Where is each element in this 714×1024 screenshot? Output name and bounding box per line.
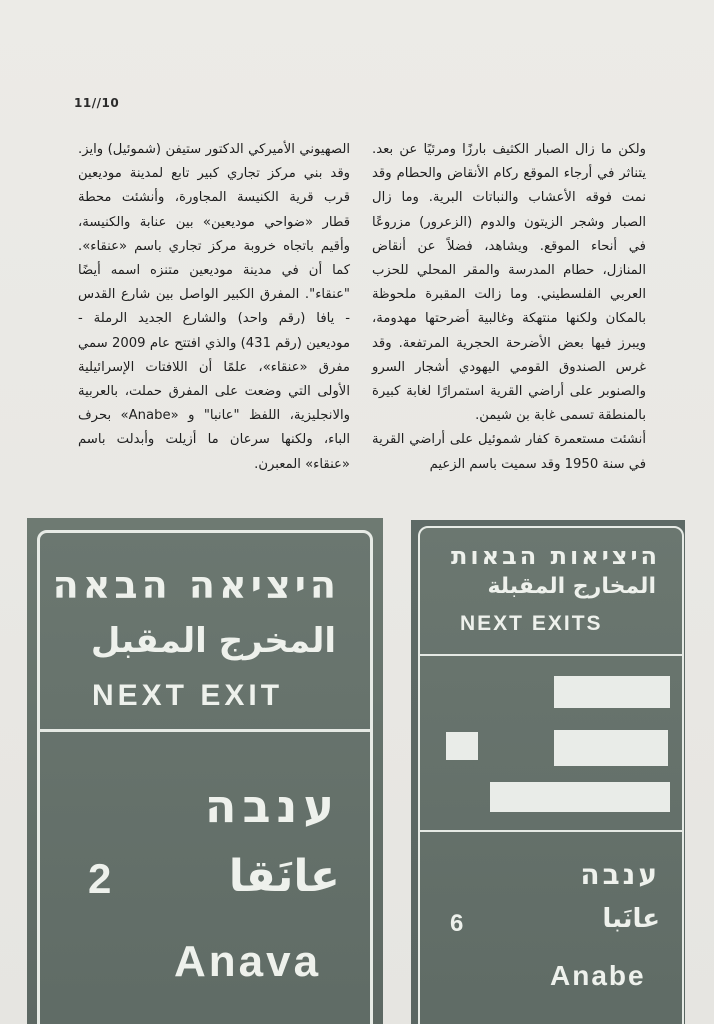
- text-column-left: [78, 138, 350, 477]
- paragraph-1: ولكن ما زال الصبار الكثيف بارزًا ومرئيًا عن بعد. يتناثر في أرجاء الموقع ركام الأنقاض والحطام وقد نمت فوقه الأعشاب والنباتات البرية. وما زال الصبار وشجر الزيتون والدوم (الزعرور) مزروعًا في أنحاء الموقع. ويشاهد، فضلاً عن أنقاض المنازل، حطام المدرسة والمقر المحلي للحزب العربي الفلسطيني. وما زالت المقبرة ملحوظة بالمكان ولكنها منتهكة وغالبية أضرحتها مهدومة، ويبرز فيها بعض الأضرحة الحجرية المرتفعة. وقد غرس الصندوق القومي اليهودي أشجار السرو والصنوبر على أراضي القرية استمرارًا لغابة كبيرة بالمنطقة تسمى غابة بن شيمن.: [372, 142, 646, 424]
- road-sign: [37, 530, 373, 1024]
- paragraph-2: أنشئت مستعمرة كفار شموئيل على أراضي القرية في سنة 1950 وقد سميت باسم الزعيم: [372, 432, 646, 472]
- sign-arabic-place: عانَبا: [602, 904, 660, 934]
- sign-exit-number: 2: [88, 855, 112, 902]
- photo-sign-anava: [27, 518, 383, 1024]
- sign-divider: [420, 654, 682, 656]
- sign-english-heading: NEXT EXIT: [92, 679, 284, 712]
- sign-hebrew-place: ענבה: [204, 779, 340, 833]
- covered-text-patch: [446, 732, 478, 760]
- sign-divider: [40, 729, 370, 732]
- text-column-right: [372, 138, 646, 477]
- sign-hebrew-place: ענבה: [580, 858, 660, 891]
- road-sign: [418, 526, 684, 1024]
- sign-arabic-heading: المخارج المقبلة: [487, 574, 656, 599]
- sign-hebrew-heading: היציאה הבאה: [52, 563, 340, 607]
- sign-arabic-place: عانَقا: [228, 851, 340, 902]
- covered-text-patch: [490, 782, 670, 812]
- sign-english-place: Anabe: [550, 960, 646, 991]
- sign-arabic-heading: المخرج المقبل: [90, 621, 336, 661]
- sign-english-heading: NEXT EXITS: [460, 612, 603, 635]
- sign-hebrew-heading: היציאות הבאות: [451, 542, 660, 570]
- covered-text-patch: [554, 676, 670, 708]
- sign-english-place: Anava: [174, 937, 322, 986]
- page-number: 11//10: [74, 96, 120, 110]
- sign-divider: [420, 830, 682, 832]
- sign-exit-number: 6: [450, 910, 464, 937]
- paragraph-3: الصهيوني الأميركي الدكتور ستيفن (شموئيل) وايز. وقد بني مركز تجاري كبير تابع لمدينة موديعين قرب قرية الكنيسة المجاورة، وأنشئت محطة قطار «ضواحي موديعين» بين عنابة والكنيسة، وأقيم باتجاه خروبة مركز تجاري باسم «عنقاء». كما أن في مدينة موديعين متنزه اسمه أيضًا "عنقاء". المفرق الكبير الواصل بين شارع القدس - يافا (رقم واحد) والشارع الجديد الرملة - موديعين (رقم 431) والذي افتتح عام 2009 سمي مفرق «عنقاء»، علمًا أن اللافتات الإسرائيلية الأولى التي وضعت على المفرق حملت، بالعربية والانجليزية، اللفظ "عانبا" و «Anabe» بحرف الباء، ولكنها سرعان ما أزيلت وأبدلت باسم «عنقاء» المعبرن.: [78, 142, 351, 472]
- photo-sign-anabe: [411, 520, 685, 1024]
- covered-text-patch: [554, 730, 668, 766]
